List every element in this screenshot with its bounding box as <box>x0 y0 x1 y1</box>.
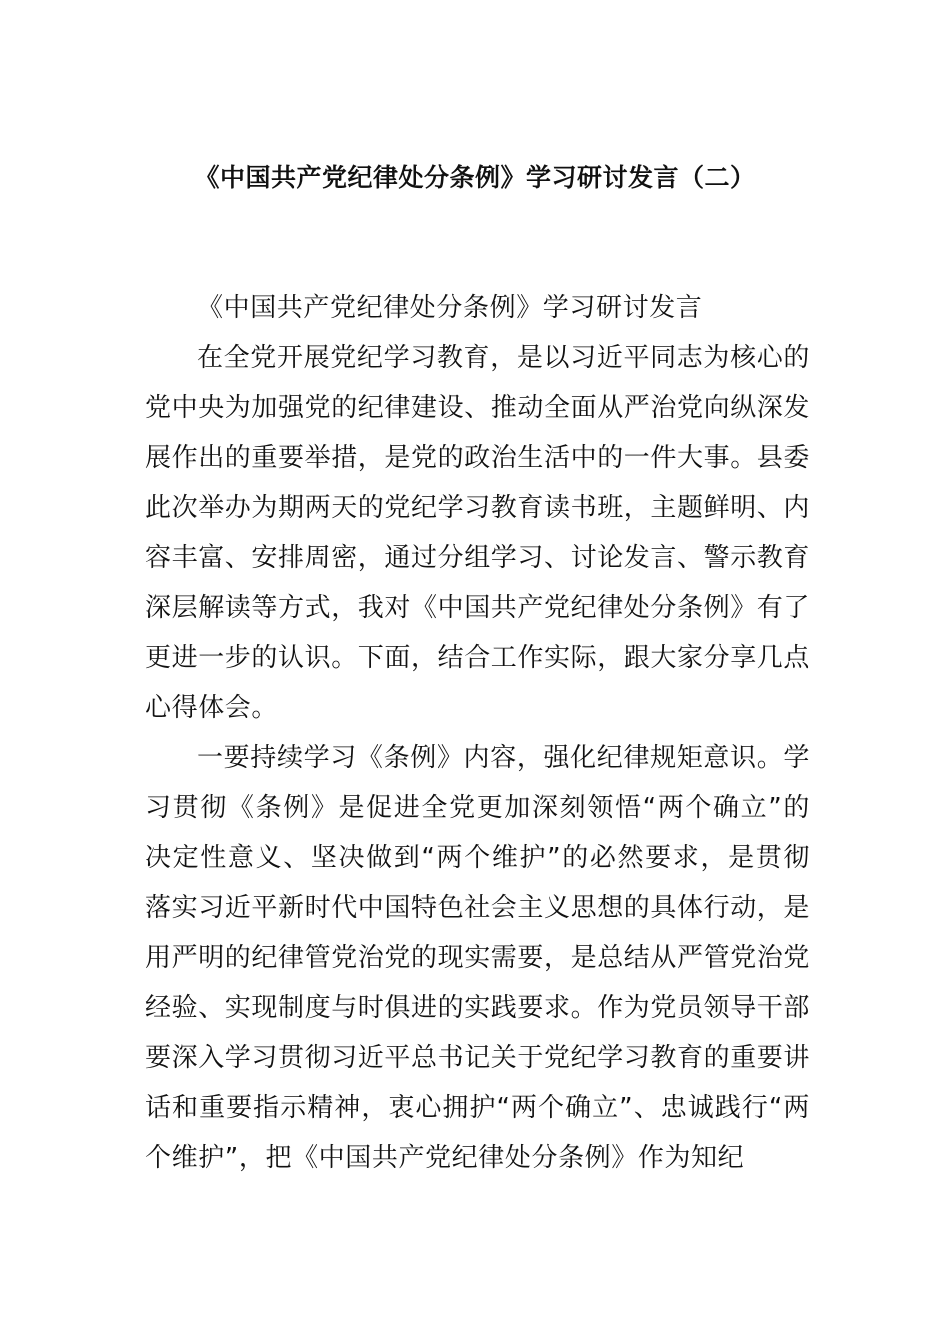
paragraph-intro: 在全党开展党纪学习教育，是以习近平同志为核心的党中央为加强党的纪律建设、推动全面从严治党向纵深发展作出的重要举措，是党的政治生活中的一件大事。县委此次举办为期两天的党纪学习教育读书班，主题鲜明、内容丰富、安排周密，通过分组学习、讨论发言、警示教育深层解读等方式，我对《中国共产党纪律处分条例》有了更进一步的认识。下面，结合工作实际，跟大家分享几点心得体会。 <box>145 343 811 723</box>
paragraph-subtitle: 《中国共产党纪律处分条例》学习研讨发言 <box>197 293 703 323</box>
document-title: 《中国共产党纪律处分条例》学习研讨发言（二） <box>194 163 756 192</box>
paragraph-point-one: 一要持续学习《条例》内容，强化纪律规矩意识。学习贯彻《条例》是促进全党更加深刻领悟“两个确立”的决定性意义、坚决做到“两个维护”的必然要求，是贯彻落实习近平新时代中国特色社会主义思想的具体行动，是用严明的纪律管党治党的现实需要，是总结从严管党治党经验、实现制度与时俱进的实践要求。作为党员领导干部要深入学习贯彻习近平总书记关于党纪学习教育的重要讲话和重要指示精神，衷心拥护“两个确立”、忠诚践行“两个维护”，把《中国共产党纪律处分条例》作为知纪 <box>145 743 811 1173</box>
document-body <box>145 283 810 1183</box>
